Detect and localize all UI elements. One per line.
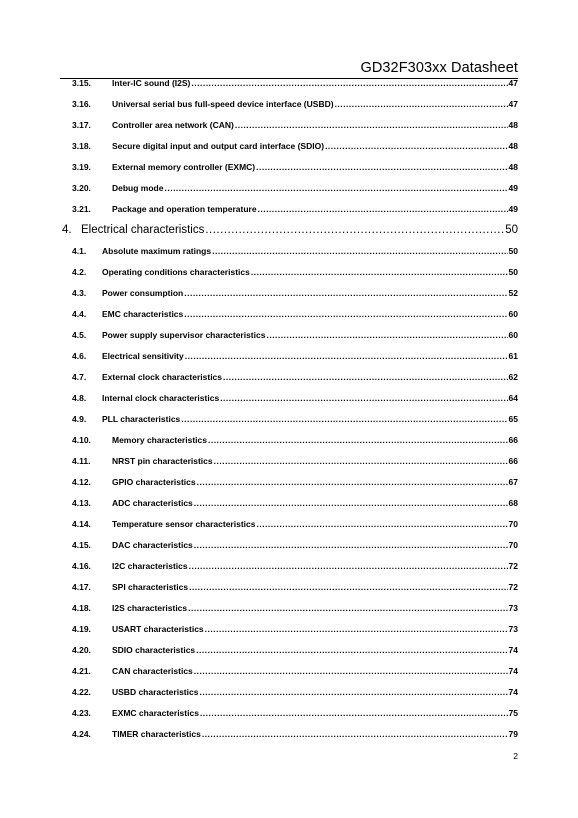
toc-entry-page: 50 <box>508 267 518 277</box>
toc-entry-title: Internal clock characteristics <box>102 393 220 403</box>
toc-entry-title: NRST pin characteristics <box>112 456 213 466</box>
toc-entry-title: Electrical characteristics <box>81 224 205 236</box>
toc-entry[interactable] <box>72 582 518 596</box>
toc-entry-page: 74 <box>508 666 518 676</box>
toc-entry[interactable] <box>72 519 518 533</box>
toc-entry[interactable] <box>72 267 518 281</box>
toc-entry-page: 79 <box>508 729 518 739</box>
toc-entry-title: Memory characteristics <box>112 435 207 445</box>
toc-leader-dots <box>205 624 508 634</box>
toc-entry-number: 4.11. <box>72 456 91 466</box>
toc-entry[interactable] <box>72 666 518 680</box>
toc-entry-number: 4.9. <box>72 414 87 424</box>
toc-leader-dots <box>181 414 507 424</box>
toc-entry-page: 64 <box>508 393 518 403</box>
toc-leader-dots <box>335 99 508 109</box>
toc-entry-title: I2S characteristics <box>112 603 188 613</box>
toc-entry-page: 74 <box>508 645 518 655</box>
toc-entry[interactable] <box>72 204 518 218</box>
toc-entry-title: Power supply supervisor characteristics <box>102 330 266 340</box>
toc-entry-title: Inter-IC sound (I2S) <box>112 78 191 88</box>
toc-entry[interactable] <box>72 561 518 575</box>
toc-entry-title: Universal serial bus full-speed device interface (USBD) <box>112 99 334 109</box>
toc-entry-number: 3.21. <box>72 204 91 214</box>
toc-entry-page: 60 <box>508 330 518 340</box>
toc-entry-number: 4.2. <box>72 267 87 277</box>
toc-leader-dots <box>194 498 508 508</box>
toc-entry-page: 47 <box>508 99 518 109</box>
toc-leader-dots <box>189 582 507 592</box>
toc-leader-dots <box>266 330 507 340</box>
toc-entry[interactable] <box>72 183 518 197</box>
toc-entry-title: EMC characteristics <box>102 309 184 319</box>
toc-entry-title: DAC characteristics <box>112 540 193 550</box>
toc-entry-page: 73 <box>508 603 518 613</box>
toc-leader-dots <box>164 183 507 193</box>
toc-entry[interactable] <box>72 477 518 491</box>
toc-entry-page: 67 <box>508 477 518 487</box>
toc-entry-number: 4.14. <box>72 519 91 529</box>
toc-entry[interactable] <box>72 162 518 176</box>
toc-leader-dots <box>189 561 508 571</box>
toc-entry-number: 3.15. <box>72 78 91 88</box>
toc-entry[interactable] <box>72 603 518 617</box>
toc-leader-dots <box>191 78 507 88</box>
toc-entry-number: 4.16. <box>72 561 91 571</box>
toc-entry-number: 4.20. <box>72 645 91 655</box>
toc-entry-page: 49 <box>508 204 518 214</box>
toc-entry-number: 4.1. <box>72 246 87 256</box>
toc-entry-page: 70 <box>508 540 518 550</box>
toc-leader-dots <box>185 351 508 361</box>
toc-leader-dots <box>235 120 508 130</box>
toc-leader-dots <box>197 477 508 487</box>
toc-entry-title: Controller area network (CAN) <box>112 120 234 130</box>
toc-entry-number: 4. <box>62 224 72 236</box>
toc-entry-number: 4.13. <box>72 498 91 508</box>
toc-entry-number: 4.21. <box>72 666 91 676</box>
toc-leader-dots <box>188 603 507 613</box>
toc-leader-dots <box>212 246 507 256</box>
toc-entry-number: 4.15. <box>72 540 91 550</box>
toc-entry-number: 4.24. <box>72 729 91 739</box>
toc-entry-page: 72 <box>508 561 518 571</box>
toc-entry-title: I2C characteristics <box>112 561 188 571</box>
toc-entry[interactable] <box>72 414 518 428</box>
toc-entry-page: 61 <box>508 351 518 361</box>
toc-entry[interactable] <box>72 372 518 386</box>
toc-entry-number: 4.3. <box>72 288 87 298</box>
toc-entry-page: 72 <box>508 582 518 592</box>
toc-entry-page: 66 <box>508 435 518 445</box>
document-header-title: GD32F303xx Datasheet <box>360 60 518 76</box>
toc-entry-page: 48 <box>508 162 518 172</box>
toc-entry-page: 50 <box>508 246 518 256</box>
toc-leader-dots <box>220 393 507 403</box>
toc-entry[interactable] <box>72 78 518 92</box>
toc-leader-dots <box>325 141 507 151</box>
toc-entry-page: 70 <box>508 519 518 529</box>
toc-entry-page: 74 <box>508 687 518 697</box>
toc-entry-title: External memory controller (EXMC) <box>112 162 256 172</box>
toc-entry-page: 49 <box>508 183 518 193</box>
toc-entry-page: 66 <box>508 456 518 466</box>
toc-entry-title: TIMER characteristics <box>112 729 201 739</box>
toc-entry[interactable] <box>62 224 518 242</box>
toc-entry-number: 3.16. <box>72 99 91 109</box>
toc-entry[interactable] <box>72 99 518 113</box>
toc-entry-title: External clock characteristics <box>102 372 223 382</box>
toc-entry-title: CAN characteristics <box>112 666 193 676</box>
toc-entry-number: 3.17. <box>72 120 91 130</box>
toc-entry-title: Debug mode <box>112 183 164 193</box>
toc-entry-title: Absolute maximum ratings <box>102 246 212 256</box>
toc-entry[interactable] <box>72 393 518 407</box>
toc-entry-number: 4.22. <box>72 687 91 697</box>
toc-entry-title: PLL characteristics <box>102 414 181 424</box>
toc-entry-page: 65 <box>508 414 518 424</box>
toc-leader-dots <box>194 540 508 550</box>
toc-entry[interactable] <box>72 708 518 722</box>
toc-entry-number: 3.18. <box>72 141 91 151</box>
toc-entry-page: 52 <box>508 288 518 298</box>
toc-entry-title: GPIO characteristics <box>112 477 196 487</box>
toc-entry-page: 48 <box>508 141 518 151</box>
toc-entry-title: Secure digital input and output card interface (SDIO) <box>112 141 325 151</box>
toc-entry-page: 47 <box>508 78 518 88</box>
toc-leader-dots <box>223 372 508 382</box>
toc-entry-number: 4.10. <box>72 435 91 445</box>
toc-entry-title: USART characteristics <box>112 624 204 634</box>
toc-entry-number: 4.23. <box>72 708 91 718</box>
toc-leader-dots <box>258 204 508 214</box>
toc-leader-dots <box>205 224 504 236</box>
toc-entry-number: 4.4. <box>72 309 87 319</box>
toc-entry[interactable] <box>72 645 518 659</box>
toc-entry-page: 73 <box>508 624 518 634</box>
toc-entry-number: 3.20. <box>72 183 91 193</box>
toc-entry-title: Temperature sensor characteristics <box>112 519 256 529</box>
toc-entry-title: SPI characteristics <box>112 582 189 592</box>
toc-leader-dots <box>200 708 508 718</box>
toc-entry-page: 75 <box>508 708 518 718</box>
toc-entry-number: 4.12. <box>72 477 91 487</box>
toc-entry-page: 48 <box>508 120 518 130</box>
toc-entry[interactable] <box>72 246 518 260</box>
toc-entry-page: 60 <box>508 309 518 319</box>
toc-entry-title: Power consumption <box>102 288 184 298</box>
toc-entry[interactable] <box>72 288 518 302</box>
toc-leader-dots <box>196 645 507 655</box>
toc-entry-title: Electrical sensitivity <box>102 351 184 361</box>
toc-entry[interactable] <box>72 456 518 470</box>
toc-entry-number: 4.6. <box>72 351 87 361</box>
toc-entry-title: Package and operation temperature <box>112 204 257 214</box>
toc-entry[interactable] <box>72 351 518 365</box>
toc-entry[interactable] <box>72 624 518 638</box>
toc-entry[interactable] <box>72 498 518 512</box>
toc-entry[interactable] <box>72 729 518 743</box>
toc-entry-page: 68 <box>508 498 518 508</box>
toc-entry-number: 4.5. <box>72 330 87 340</box>
toc-entry-number: 4.7. <box>72 372 87 382</box>
toc-leader-dots <box>194 666 508 676</box>
toc-leader-dots <box>184 309 507 319</box>
toc-entry-title: SDIO characteristics <box>112 645 196 655</box>
toc-leader-dots <box>256 162 507 172</box>
toc-entry-number: 4.17. <box>72 582 91 592</box>
toc-entry[interactable] <box>72 540 518 554</box>
page-number: 2 <box>513 751 518 761</box>
toc-entry-number: 4.8. <box>72 393 87 403</box>
toc-entry-title: EXMC characteristics <box>112 708 199 718</box>
toc-entry-page: 62 <box>508 372 518 382</box>
toc-leader-dots <box>184 288 507 298</box>
toc-entry-title: USBD characteristics <box>112 687 199 697</box>
toc-entry-number: 4.19. <box>72 624 91 634</box>
toc-entry-number: 4.18. <box>72 603 91 613</box>
toc-leader-dots <box>214 456 508 466</box>
toc-entry[interactable] <box>72 141 518 155</box>
toc-leader-dots <box>256 519 507 529</box>
toc-entry[interactable] <box>72 435 518 449</box>
toc-leader-dots <box>208 435 508 445</box>
toc-entry-number: 3.19. <box>72 162 91 172</box>
toc-leader-dots <box>202 729 508 739</box>
toc-leader-dots <box>199 687 507 697</box>
toc-entry[interactable] <box>72 120 518 134</box>
toc-entry[interactable] <box>72 330 518 344</box>
toc-entry-page: 50 <box>505 224 518 236</box>
toc-entry[interactable] <box>72 687 518 701</box>
toc-leader-dots <box>251 267 508 277</box>
toc-entry-title: ADC characteristics <box>112 498 193 508</box>
toc-entry[interactable] <box>72 309 518 323</box>
toc-entry-title: Operating conditions characteristics <box>102 267 250 277</box>
